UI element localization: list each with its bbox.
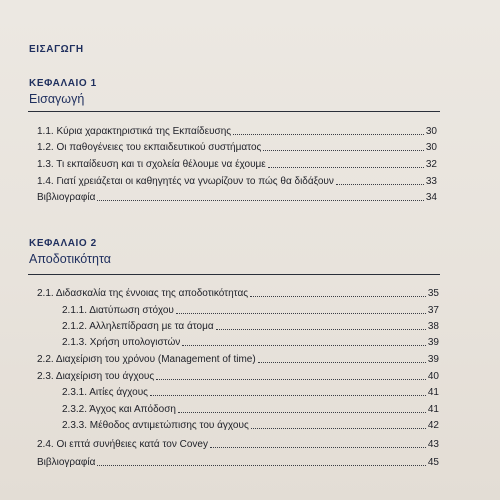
toc-entry-label: 2.3.2. Άγχος και Απόδοση <box>62 404 176 415</box>
toc-entry-2-2[interactable] <box>37 352 439 366</box>
dot-leader <box>150 395 426 396</box>
toc-entry-page: 41 <box>427 387 439 398</box>
dot-leader <box>251 428 426 429</box>
toc-entry-1-4[interactable] <box>37 174 437 188</box>
toc-entry-page: 39 <box>427 354 439 365</box>
toc-entry-label: 1.2. Οι παθογένειες του εκπαιδευτικού συστήματος <box>37 142 262 153</box>
dot-leader <box>263 150 424 151</box>
toc-entry-page: 32 <box>425 159 437 170</box>
toc-entry-label: 2.1. Διδασκαλία της έννοιας της αποδοτικότητας <box>37 288 249 299</box>
dot-leader <box>178 412 426 413</box>
toc-entry-2-3-1[interactable] <box>62 385 439 399</box>
toc-entry-label: 1.1. Κύρια χαρακτηριστικά της Εκπαίδευσης <box>37 126 232 137</box>
toc-entry-1-2[interactable] <box>37 140 437 154</box>
toc-entry-page: 38 <box>427 321 439 332</box>
toc-entry-2-3-3[interactable] <box>62 418 439 432</box>
toc-entry-label: 1.4. Γιατί χρειάζεται οι καθηγητές να γνωρίζουν το πώς θα διδάξουν <box>37 176 334 187</box>
toc-entry-label: 2.4. Οι επτά συνήθειες κατά τον Covey <box>37 439 208 450</box>
toc-entry-label: 2.2. Διαχείριση του χρόνου (Management of time) <box>37 354 256 365</box>
chapter1-heading: ΚΕΦΑΛΑΙΟ 1 <box>29 78 97 89</box>
toc-entry-page: 37 <box>427 305 439 316</box>
toc-entry-label: 2.3. Διαχείριση του άγχους <box>37 371 155 382</box>
chapter1-divider <box>28 111 440 112</box>
dot-leader <box>216 329 426 330</box>
toc-entry-2-bibliography[interactable] <box>37 455 439 469</box>
toc-entry-label: 2.3.3. Μέθοδος αντιμετώπισης του άγχους <box>62 420 249 431</box>
toc-entry-2-1-1[interactable] <box>62 303 439 317</box>
dot-leader <box>233 134 424 135</box>
toc-entry-label: 2.1.2. Αλληλεπίδραση με τα άτομα <box>62 321 214 332</box>
dot-leader <box>336 184 424 185</box>
toc-entry-label: 2.3.1. Αιτίες άγχους <box>62 387 148 398</box>
toc-entry-page: 35 <box>427 288 439 299</box>
toc-entry-label: 2.1.3. Χρήση υπολογιστών <box>62 337 181 348</box>
toc-entry-page: 39 <box>427 337 439 348</box>
dot-leader <box>176 313 426 314</box>
dot-leader <box>268 167 424 168</box>
intro-heading: ΕΙΣΑΓΩΓΗ <box>29 44 84 55</box>
toc-entry-page: 34 <box>425 192 437 203</box>
toc-entry-label: Βιβλιογραφία <box>37 457 96 468</box>
toc-entry-2-4[interactable] <box>37 437 439 451</box>
chapter1-title: Εισαγωγή <box>29 92 85 106</box>
toc-entry-label: 1.3. Τι εκπαίδευση και τι σχολεία θέλουμε να έχουμε <box>37 159 266 170</box>
toc-entry-page: 43 <box>427 439 439 450</box>
dot-leader <box>182 345 426 346</box>
toc-entry-page: 40 <box>427 371 439 382</box>
chapter2-divider <box>28 274 440 275</box>
chapter2-title: Αποδοτικότητα <box>29 252 111 266</box>
toc-entry-2-1[interactable] <box>37 286 439 300</box>
toc-entry-2-3-2[interactable] <box>62 402 439 416</box>
toc-entry-page: 42 <box>427 420 439 431</box>
dot-leader <box>250 296 426 297</box>
toc-entry-page: 45 <box>427 457 439 468</box>
dot-leader <box>210 447 426 448</box>
dot-leader <box>97 200 423 201</box>
toc-entry-label: 2.1.1. Διατύπωση στόχου <box>62 305 174 316</box>
toc-entry-2-1-2[interactable] <box>62 319 439 333</box>
toc-entry-2-3[interactable] <box>37 369 439 383</box>
dot-leader <box>97 465 425 466</box>
toc-entry-page: 30 <box>425 142 437 153</box>
toc-entry-page: 41 <box>427 404 439 415</box>
toc-entry-label: Βιβλιογραφία <box>37 192 96 203</box>
toc-entry-page: 30 <box>425 126 437 137</box>
toc-entry-1-bibliography[interactable] <box>37 190 437 204</box>
toc-entry-2-1-3[interactable] <box>62 335 439 349</box>
dot-leader <box>156 379 426 380</box>
chapter2-heading: ΚΕΦΑΛΑΙΟ 2 <box>29 238 97 249</box>
toc-entry-page: 33 <box>425 176 437 187</box>
toc-entry-1-1[interactable] <box>37 124 437 138</box>
dot-leader <box>258 362 426 363</box>
toc-entry-1-3[interactable] <box>37 157 437 171</box>
